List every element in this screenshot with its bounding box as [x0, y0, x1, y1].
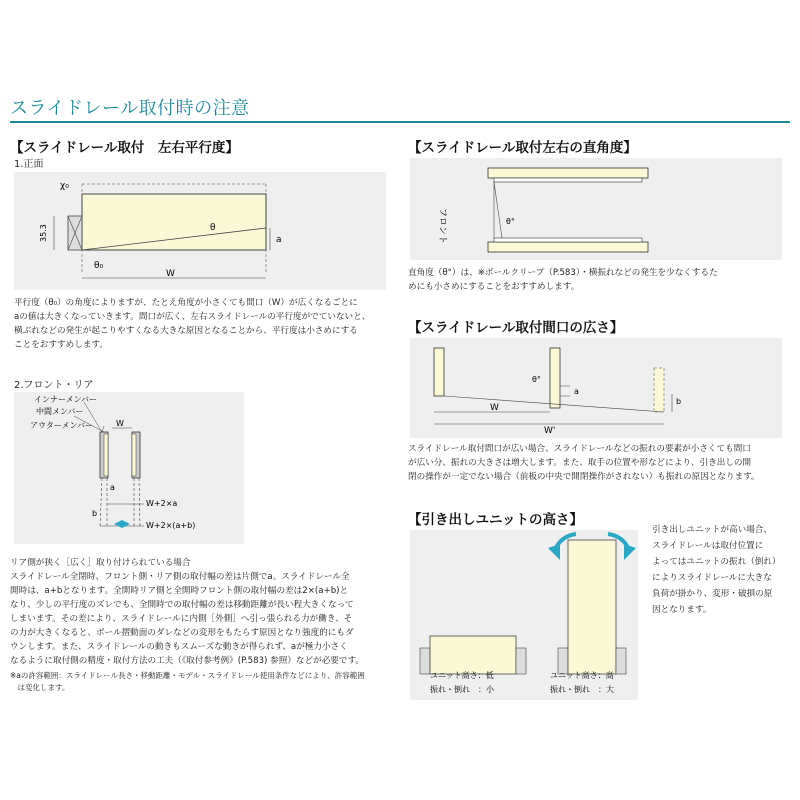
para-fr-title: リア側が狭く［広く］取り付けられている場合	[10, 558, 191, 568]
front-diagram	[14, 172, 386, 290]
height-diagram	[410, 530, 638, 700]
para-front-line: 平行度（θ₀）の角度によりますが、たとえ角度が小さくても間口（W）が広くなるごとに	[14, 298, 358, 308]
height-diagram-panel	[410, 530, 638, 700]
para-h-line: 因となります。	[652, 605, 712, 615]
para-fr-line: しまいます。その差により、スライドレールに内側［外側］へ引っ張られる力が働き、そ	[10, 614, 353, 624]
section-right-angle-heading: 【スライドレール取付左右の直角度】	[408, 140, 637, 156]
para-ra-line: 直角度（θ°）は、※ボールクリープ（P.583）・横振れなどの発生を少なくするた	[408, 268, 718, 278]
front-diagram-panel	[14, 172, 386, 290]
label-high-2: 振れ・倒れ ：大	[550, 685, 614, 694]
label-outer: アウターメンバー	[30, 421, 93, 430]
rail-far	[654, 368, 664, 412]
para-front	[14, 296, 390, 352]
label-chi0: χ₀	[60, 181, 69, 191]
para-h-line: 負荷が掛かり、変形・破損の原	[652, 589, 773, 599]
rail-mid	[550, 348, 560, 408]
label-ra-theta: θ°	[506, 217, 515, 226]
para-height	[652, 522, 794, 618]
drawer-rect	[82, 194, 266, 250]
section-parallel-heading: 【スライドレール取付 左右平行度】	[10, 140, 239, 156]
para-fr-line: スライドレール全閉時、フロント側・リア側の取付幅の差は片側でa。スライドレール全	[10, 572, 350, 582]
label-op-b: b	[676, 397, 682, 406]
label-a: a	[276, 235, 282, 245]
section-height-heading: 【引き出しユニットの高さ】	[408, 512, 583, 528]
label-w2a: W+2×a	[146, 499, 178, 508]
label-low-1: ユニット高さ：低	[430, 671, 494, 680]
para-op-line: が広い分、振れの大きさは増大します。また、取手の位置や形などにより、引き出しの開	[408, 458, 752, 468]
para-front-rear	[10, 556, 394, 668]
label-inner: インナーメンバー	[34, 395, 98, 404]
para-op-line: スライドレール取付間口が広い場合、スライドレールなどの振れの要素が小さくても間口	[408, 444, 751, 454]
right-angle-diagram-panel	[410, 158, 782, 260]
para-h-line: によりスライドレールに大きな	[652, 573, 772, 583]
label-front: フロント	[437, 208, 447, 245]
bottom-rail	[488, 242, 648, 252]
label-low-2: 振れ・倒れ ：小	[430, 685, 494, 694]
note-line: ※aの許容範囲：スライドレール長さ・移動距離・モデル・スライドレール使用条件などにより、許容範囲	[10, 671, 365, 680]
low-unit	[430, 636, 516, 674]
arrow-left-icon	[114, 520, 122, 528]
sub-front-rear: 2.フロント・リア	[14, 380, 94, 391]
para-fr-line: の力が大きくなると、ボール摺動面のダレなどの変形をもたらす原因となり強度的にもダ	[10, 628, 354, 638]
front-rear-diagram-panel	[14, 392, 244, 544]
label-w: W	[166, 269, 175, 279]
rail-left	[434, 348, 444, 396]
note-line: は変化します。	[10, 683, 70, 692]
para-right-angle	[408, 266, 794, 294]
para-op-line: 閉の操作が一定でない場合（前板の中央で開閉操作がされない）も振れの原因となります。	[408, 472, 760, 482]
label-high-1: ユニット高さ：高	[550, 671, 614, 680]
top-rail	[488, 168, 648, 178]
right-angle-diagram	[410, 158, 782, 260]
para-ra-line: めにも小さめにすることをおすすめします。	[408, 282, 580, 292]
label-fr-b: b	[92, 509, 98, 518]
label-op-a: a	[574, 387, 579, 396]
label-fr-w: W	[116, 419, 124, 428]
opening-diagram-panel	[410, 338, 782, 438]
title-rule	[10, 121, 790, 123]
arrow-right-icon	[122, 520, 130, 528]
front-rear-diagram	[14, 392, 244, 544]
label-middle: 中間メンバー	[36, 407, 84, 416]
para-front-line: ことをおすすめします。	[14, 340, 108, 350]
label-op-w: W	[490, 403, 499, 413]
para-h-line: よってはユニットの振れ（倒れ）	[652, 557, 781, 567]
opening-diagram	[410, 338, 782, 438]
label-op-theta: θ°	[532, 375, 541, 384]
note	[10, 670, 394, 694]
para-fr-line: なり、少しの平行度のズレでも、全開時での取付幅の差は移動距離が長い程大きくなって	[10, 600, 354, 610]
high-unit	[568, 540, 616, 674]
label-fr-a: a	[110, 483, 115, 492]
label-theta: θ	[210, 223, 216, 233]
sub-front: 1.正面	[14, 159, 44, 170]
para-fr-line: なるように取付側の精度・取付方法の工夫（《取付参考例》(P.583) 参照）などが必要です。	[10, 656, 364, 666]
para-fr-line: 開時は、a+bとなります。全開時リア側と全開時フロント側の取付幅の差は2×(a+b)と	[10, 586, 349, 596]
para-opening	[408, 442, 794, 484]
para-front-line: aの値は大きくなっていきます。間口が広く、左右スライドレールの平行度がでていないと、	[14, 312, 371, 322]
label-op-w2: W'	[544, 426, 556, 436]
section-opening-heading: 【スライドレール取付間口の広さ】	[408, 320, 624, 336]
para-front-line: 横ぶれなどの発生が起こりやすくなる大きな原因となることから、平行度は小さめにする	[14, 326, 358, 336]
para-h-line: 引き出しユニットが高い場合、	[652, 525, 772, 535]
para-fr-line: ウンします。また、スライドレールの動きもスムーズな動きが得られず、aが極力小さく	[10, 642, 348, 652]
label-theta0: θ₀	[94, 261, 104, 271]
page-title: スライドレール取付時の注意	[10, 98, 250, 119]
para-h-line: スライドレールは取付位置に	[652, 541, 764, 551]
label-353: 35.3	[39, 224, 48, 242]
label-w2ab: W+2×(a+b)	[146, 521, 196, 530]
